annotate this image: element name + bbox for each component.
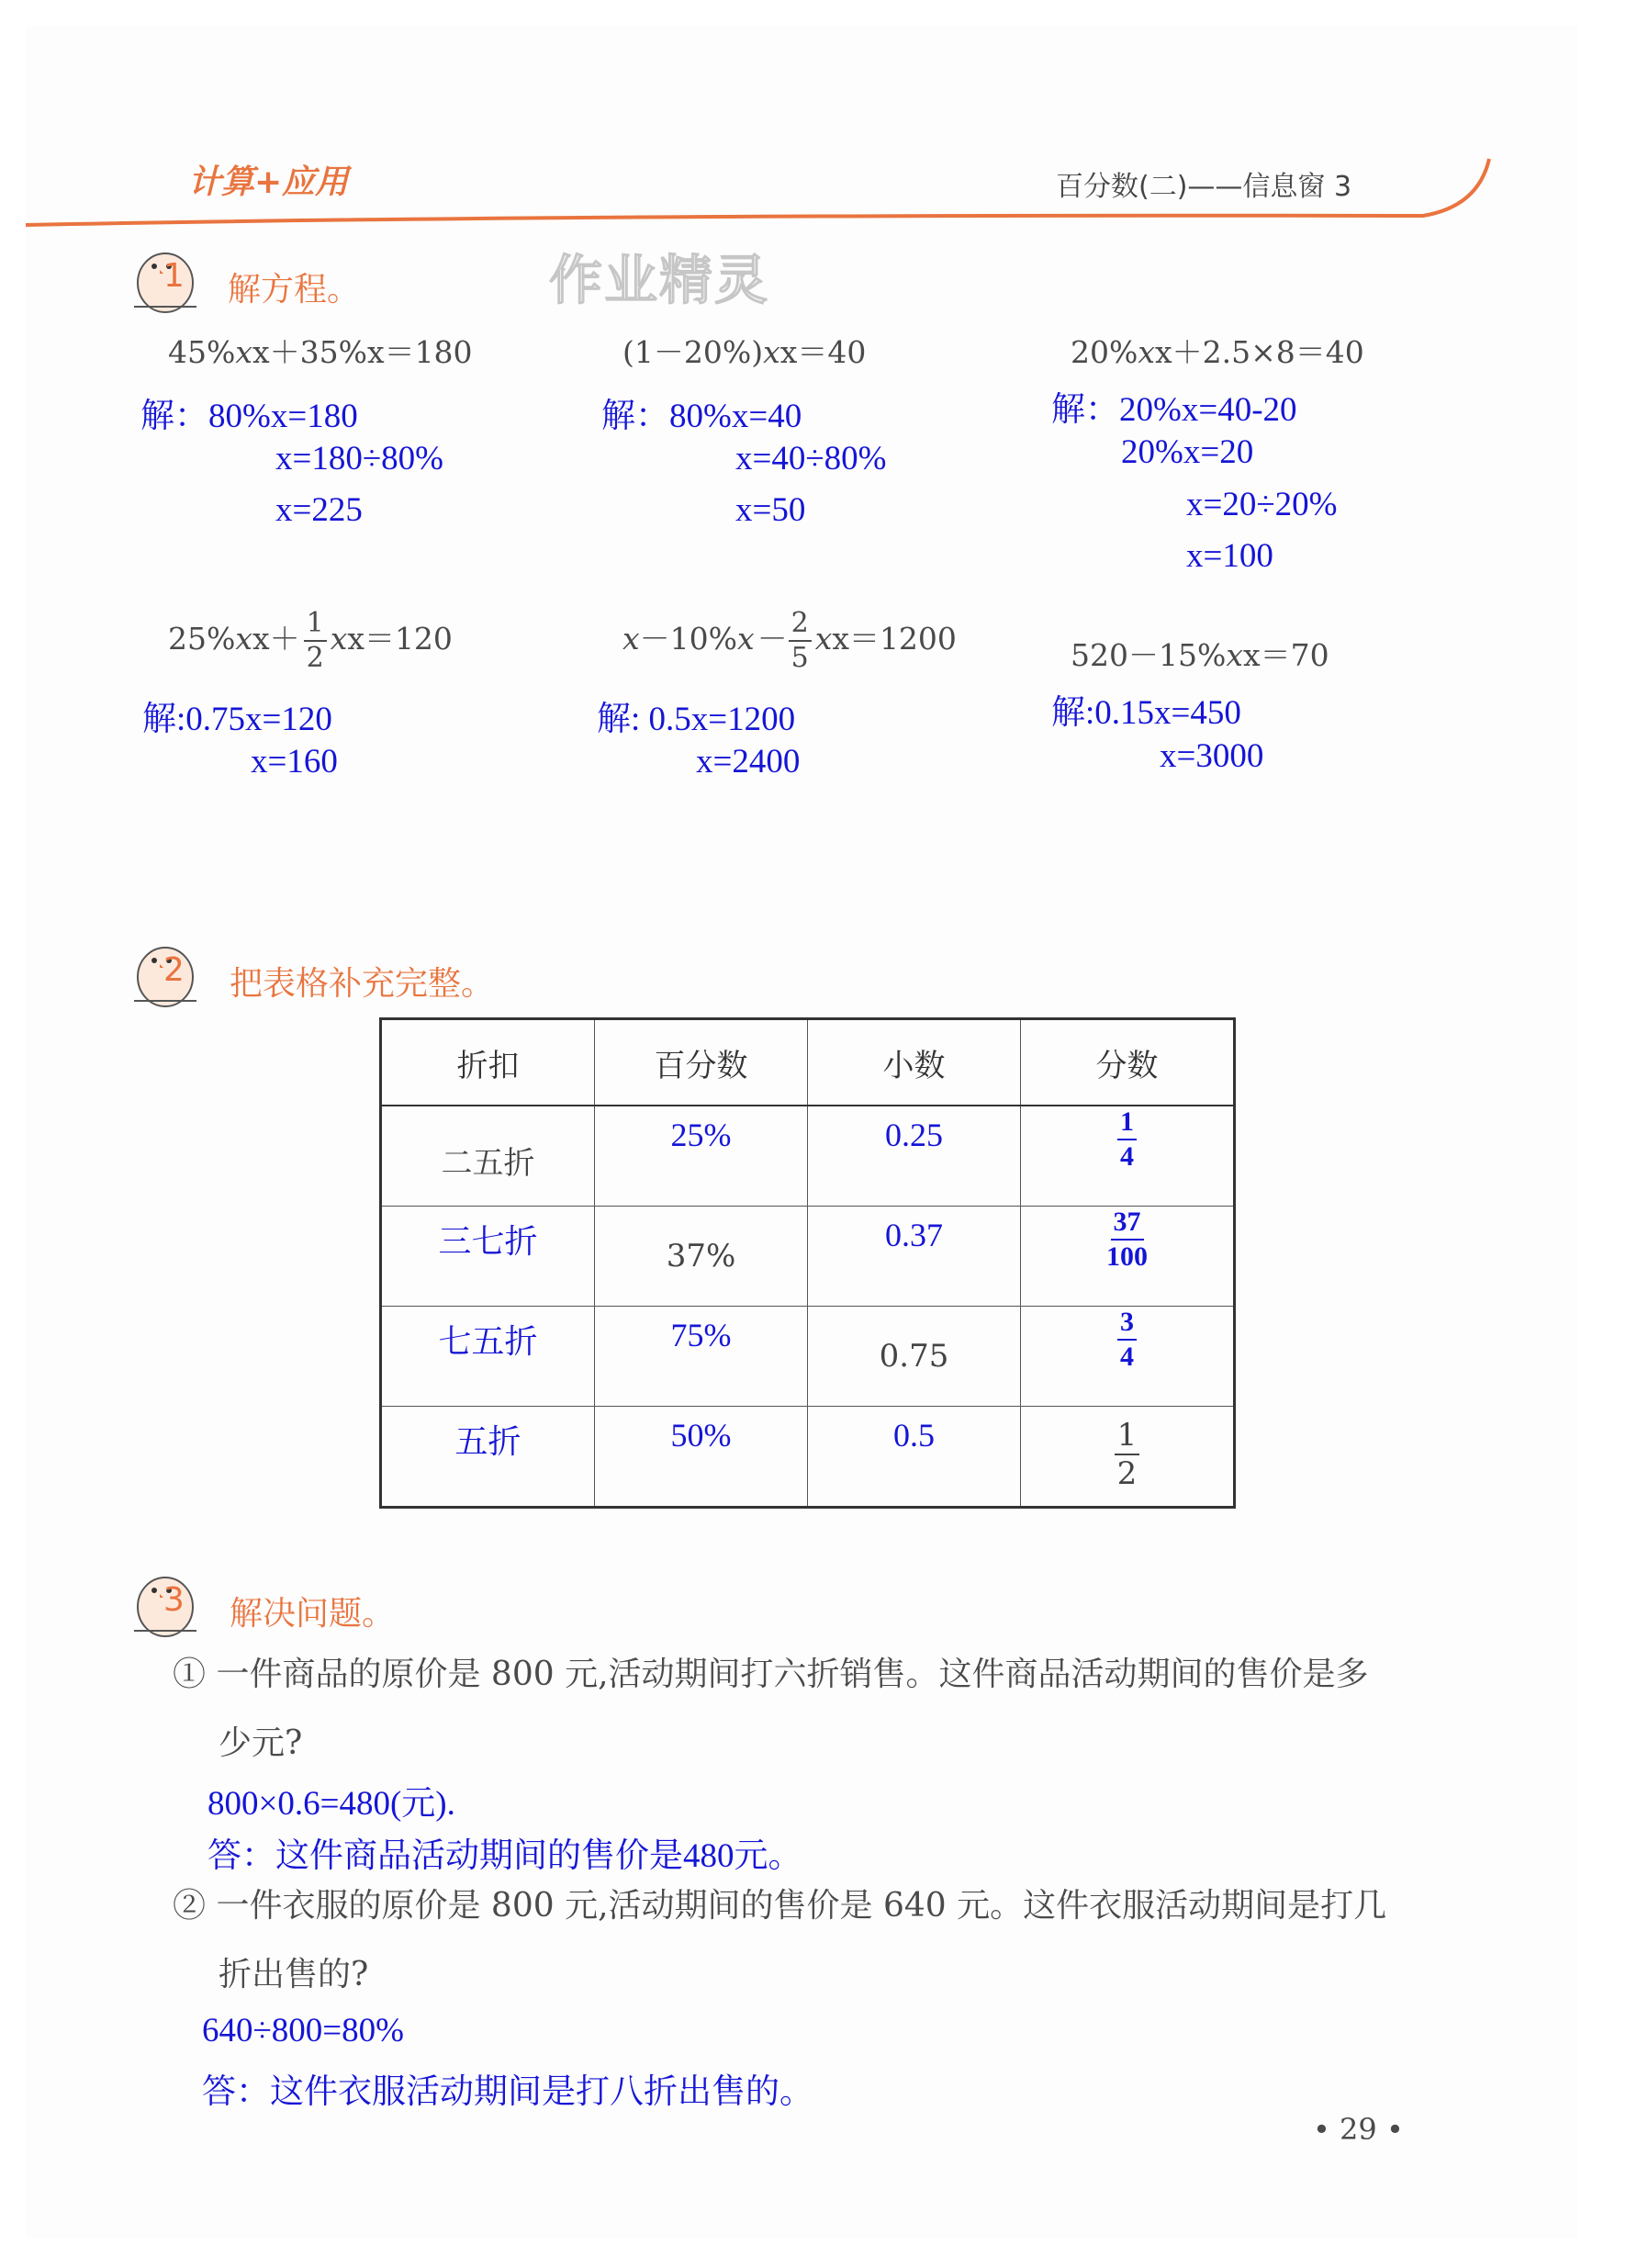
problem-1-text: ① 一件商品的原价是 800 元,活动期间打六折销售。这件商品活动期间的售价是多	[173, 1656, 1369, 1693]
decimal-cell: 0.25	[885, 1117, 943, 1153]
fraction-cell: $\frac{1}{4}$	[1021, 1108, 1233, 1171]
page-number: • 29 •	[1313, 2112, 1404, 2147]
discount-cell: 二五折	[441, 1145, 535, 1182]
equation-5: x－10%x－ $\frac{2}{5}$ xx＝1200	[622, 607, 957, 674]
problem-2-calculation: 640÷800=80%	[202, 2012, 404, 2049]
table-cell	[1021, 1106, 1235, 1207]
table-cell	[1021, 1407, 1235, 1508]
decimal-cell: 0.5	[893, 1417, 935, 1454]
equation-2-step-1: 解：80%x=40	[601, 398, 802, 435]
table-row	[381, 1407, 1235, 1508]
table-cell	[381, 1407, 595, 1508]
equation-1-step-3: x=225	[275, 491, 363, 529]
percent-cell: 25%	[670, 1117, 732, 1153]
discount-cell: 七五折	[438, 1323, 538, 1360]
percent-cell: 37%	[666, 1238, 736, 1274]
problem-2-text-cont: 折出售的?	[219, 1956, 369, 1993]
table-cell	[808, 1407, 1021, 1508]
section-3-title: 解决问题。	[230, 1595, 396, 1633]
equation-4: 25%xx＋ $\frac{1}{2}$ xx＝120	[168, 607, 453, 674]
table-header: 折扣	[381, 1019, 595, 1106]
table-cell	[595, 1407, 808, 1508]
equation-1: 45%xx＋35%x＝180	[168, 334, 473, 370]
header-left-label: 计算+应用	[188, 163, 349, 201]
problem-1-answer: 答：这件商品活动期间的售价是480元。	[207, 1837, 802, 1875]
section-2-title: 把表格补充完整。	[230, 965, 495, 1003]
header-right-label: 百分数(二)——信息窗 3	[1056, 171, 1352, 203]
equation-3-step-3: x=20÷20%	[1186, 486, 1338, 523]
discount-table	[379, 1017, 1236, 1509]
section-2-number: 2	[163, 951, 185, 989]
table-header: 百分数	[595, 1019, 808, 1106]
decimal-cell: 0.75	[879, 1338, 949, 1375]
table-cell	[381, 1106, 595, 1207]
fraction-cell: $\frac{1}{2}$	[1021, 1420, 1233, 1489]
table-cell	[381, 1207, 595, 1307]
equation-3-step-4: x=100	[1186, 537, 1273, 575]
table-cell	[595, 1307, 808, 1407]
section-1-number: 1	[163, 257, 185, 295]
discount-cell: 五折	[454, 1423, 521, 1460]
percent-cell: 50%	[670, 1417, 732, 1454]
percent-cell: 75%	[670, 1317, 732, 1353]
section-3-number: 3	[163, 1581, 185, 1619]
equation-6-step-1: 解:0.15x=450	[1051, 694, 1241, 732]
table-row	[381, 1106, 1235, 1207]
table-cell	[808, 1106, 1021, 1207]
table-header: 分数	[1021, 1019, 1235, 1106]
section-1-title: 解方程。	[228, 271, 361, 309]
fraction-cell: $\frac{3}{4}$	[1021, 1308, 1233, 1371]
problem-2-answer: 答：这件衣服活动期间是打八折出售的。	[202, 2073, 813, 2111]
equation-1-step-1: 解：80%x=180	[140, 398, 358, 435]
equation-4-step-2: x=160	[251, 743, 338, 780]
equation-3-step-2: 20%x=20	[1121, 433, 1254, 471]
fraction-cell: $\frac{37}{100}$	[1106, 1207, 1148, 1272]
equation-2: (1－20%)xx＝40	[622, 334, 867, 370]
equation-5-step-2: x=2400	[696, 743, 801, 780]
table-header: 小数	[808, 1019, 1021, 1106]
decimal-cell: 0.37	[885, 1217, 943, 1253]
table-cell	[381, 1307, 595, 1407]
header-underline	[18, 152, 1497, 234]
table-cell	[1021, 1307, 1235, 1407]
table-cell	[595, 1106, 808, 1207]
watermark-text: 作业精灵	[549, 249, 770, 311]
equation-2-step-2: x=40÷80%	[735, 440, 887, 477]
table-header-row	[381, 1019, 1235, 1106]
equation-3-step-1: 解：20%x=40-20	[1051, 391, 1297, 429]
table-cell	[1021, 1207, 1235, 1307]
problem-1-calculation: 800×0.6=480(元).	[207, 1785, 455, 1823]
equation-2-step-3: x=50	[735, 491, 806, 529]
problem-1-text-cont: 少元?	[219, 1724, 303, 1762]
table-cell	[595, 1207, 808, 1307]
equation-1-step-2: x=180÷80%	[275, 440, 443, 477]
equation-6: 520－15%xx＝70	[1071, 637, 1329, 673]
equation-3: 20%xx＋2.5×8＝40	[1071, 334, 1364, 370]
table-cell	[808, 1307, 1021, 1407]
table-row	[381, 1307, 1235, 1407]
equation-6-step-2: x=3000	[1160, 737, 1264, 775]
table-cell	[808, 1207, 1021, 1307]
equation-4-step-1: 解:0.75x=120	[142, 701, 332, 738]
problem-2-text: ② 一件衣服的原价是 800 元,活动期间的售价是 640 元。这件衣服活动期间是打几	[173, 1887, 1387, 1925]
equation-5-step-1: 解: 0.5x=1200	[597, 701, 796, 738]
table-row	[381, 1207, 1235, 1307]
discount-cell: 三七折	[438, 1223, 538, 1260]
